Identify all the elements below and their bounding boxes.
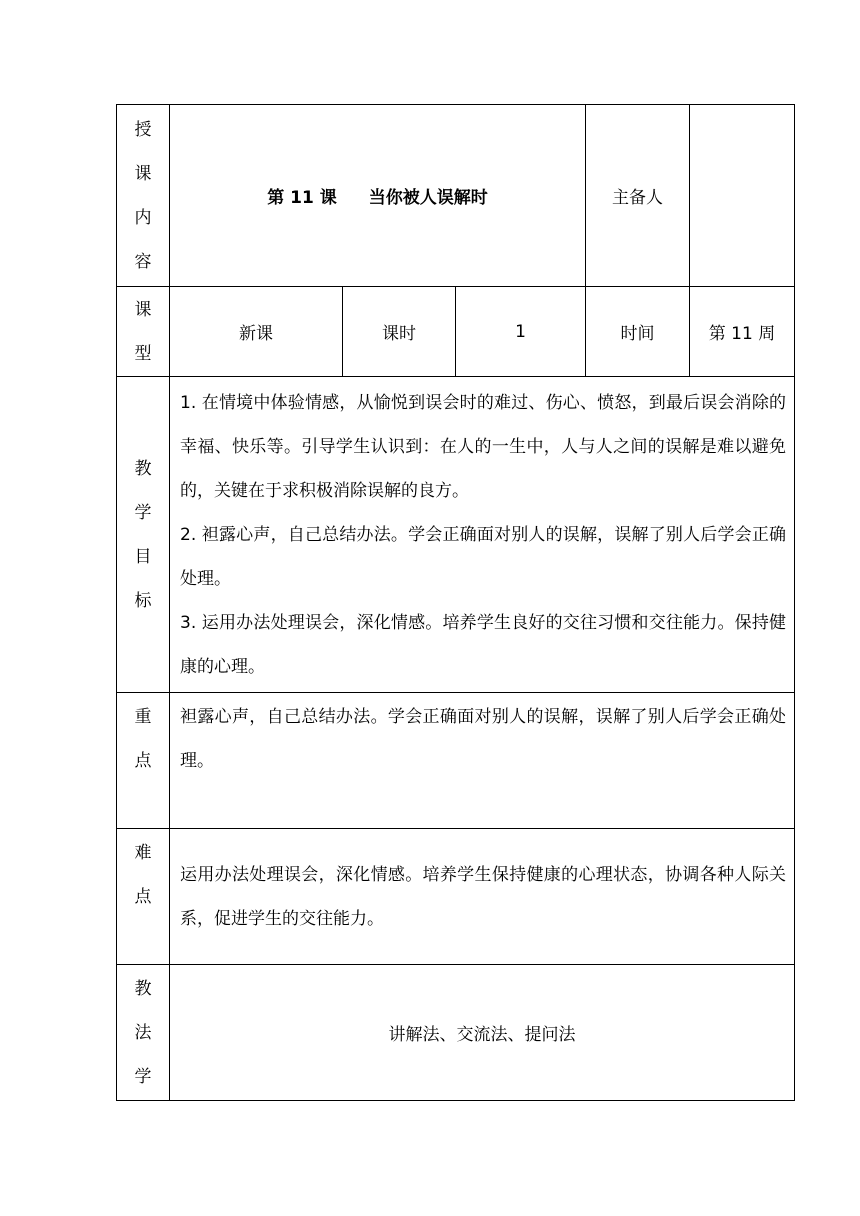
lesson-title: 当你被人误解时 xyxy=(368,188,488,208)
class-hours-label: 课时 xyxy=(343,287,456,377)
lesson-content-label: 授 课 内 容 xyxy=(117,105,170,287)
lesson-number: 第 11 课 xyxy=(267,188,337,208)
key-points-label: 重 点 xyxy=(117,693,170,829)
methods-label: 教 法 学 xyxy=(117,965,170,1101)
course-type-label: 课 型 xyxy=(117,287,170,377)
course-type-value: 新课 xyxy=(170,287,343,377)
objective-item: 1. 在情境中体验情感，从愉悦到误会时的难过、伤心、愤怒，到最后误会消除的幸福、快乐等。引导学生认识到：在人的一生中，人与人之间的误解是难以避免的，关键在于求积极消除误解的良方。 xyxy=(180,392,787,501)
key-points-text: 袒露心声，自己总结办法。学会正确面对别人的误解，误解了别人后学会正确处理。 xyxy=(170,693,795,829)
objectives-row xyxy=(117,377,795,693)
difficulties-row xyxy=(117,829,795,965)
methods-row xyxy=(117,965,795,1101)
preparer-label: 主备人 xyxy=(586,105,690,287)
methods-text: 讲解法、交流法、提问法 xyxy=(170,965,795,1101)
lesson-content-row xyxy=(117,105,795,287)
difficulties-label: 难 点 xyxy=(117,829,170,965)
time-value: 第 11 周 xyxy=(690,287,795,377)
objective-item: 3. 运用办法处理误会，深化情感。培养学生良好的交往习惯和交往能力。保持健康的心理。 xyxy=(180,612,787,677)
lesson-title-cell xyxy=(170,105,586,287)
lesson-plan-sheet xyxy=(116,104,794,1101)
objectives-label: 教 学 目 标 xyxy=(117,377,170,693)
lesson-plan-table xyxy=(116,104,795,1101)
class-hours-value: 1 xyxy=(456,287,586,377)
objective-item: 2. 袒露心声，自己总结办法。学会正确面对别人的误解，误解了别人后学会正确处理。 xyxy=(180,524,787,589)
preparer-value xyxy=(690,105,795,287)
course-type-row xyxy=(117,287,795,377)
time-label: 时间 xyxy=(586,287,690,377)
objectives-text xyxy=(170,377,795,693)
difficulties-text: 运用办法处理误会，深化情感。培养学生保持健康的心理状态，协调各种人际关系，促进学生的交往能力。 xyxy=(170,829,795,965)
key-points-row xyxy=(117,693,795,829)
